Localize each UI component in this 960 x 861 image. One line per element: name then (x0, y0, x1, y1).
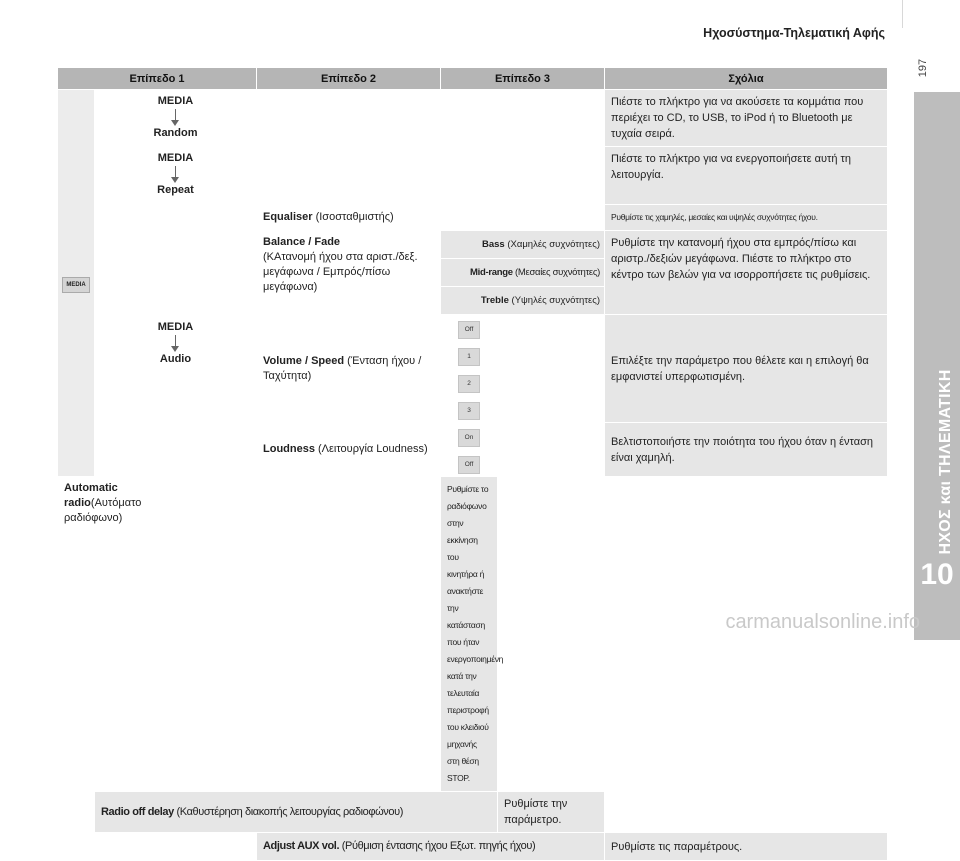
arrow-down-icon (175, 166, 176, 178)
watermark: carmanualsonline.info (725, 611, 920, 633)
comment-radio-off-delay: Ρυθμίστε την παράμετρο. (498, 792, 605, 833)
header-level-2: Επίπεδο 2 (257, 68, 441, 90)
level3-treble: Treble (Υψηλές συχνότητες) (441, 287, 605, 315)
arrow-down-icon (175, 335, 176, 347)
level3-bass: Bass (Χαμηλές συχνότητες) (441, 231, 605, 259)
page-header-title: Ηχοσύστημα-Τηλεματική Αφής (703, 26, 885, 40)
level2-loudness: Loudness (Λειτουργία Loudness) (257, 423, 441, 477)
table-row (58, 833, 888, 861)
settings-table (57, 67, 888, 861)
level2-radio-off-delay: Radio off delay (Καθυστέρηση διακοπής λειτουργίας ραδιοφώνου) (95, 792, 498, 833)
comment-balance: Ρυθμίστε την κατανομή ήχου στα εμπρός/πίσω και αριστρ./δεξιών μεγάφωνα. Πιέστε το πλήκτρο στο κέντρο των βελών για να ισορροπήσετε τις ρυθμίσεις. (605, 231, 888, 315)
level2-adjust-aux: Adjust AUX vol. (Ρύθμιση έντασης ήχου Εξωτ. πηγής ήχου) (257, 833, 605, 861)
level1-repeat: MEDIA Repeat (95, 147, 257, 205)
level1-audio: MEDIA Audio (95, 205, 257, 477)
header-comments: Σχόλια (605, 68, 888, 90)
level2-automatic-radio: Automatic radio(Αυτόματο ραδιόφωνο) (58, 477, 95, 792)
volume-option-3[interactable]: 3 (458, 402, 480, 420)
media-button-icon: MEDIA (62, 277, 89, 293)
chapter-side-label: ΗΧΟΣ και ΤΗΛΕΜΑΤΙΚΗ (937, 369, 954, 555)
table-row (58, 147, 888, 205)
level3-mid-range: Mid-range (Μεσαίες συχνότητες) (441, 259, 605, 287)
comment-equaliser: Ρυθμίστε τις χαμηλές, μεσαίες και υψηλές συχνότητες ήχου. (605, 205, 888, 231)
comment-repeat: Πιέστε το πλήκτρο για να ενεργοποιήσετε αυτή τη λειτουργία. (605, 147, 888, 205)
header-level-1: Επίπεδο 1 (58, 68, 257, 90)
table-header-row (58, 68, 888, 90)
header-divider (902, 0, 903, 28)
volume-option-off[interactable]: Off (458, 321, 480, 339)
page-number: 197 (917, 58, 929, 78)
volume-option-1[interactable]: 1 (458, 348, 480, 366)
level1-random: MEDIA Random (95, 90, 257, 147)
loudness-option-on[interactable]: On (458, 429, 480, 447)
table-row (58, 477, 888, 792)
comment-loudness: Βελτιστοποιήστε την ποιότητα του ήχου όταν η ένταση είναι χαμηλή. (605, 423, 888, 477)
media-level-cell (58, 90, 95, 477)
comment-automatic-radio: Ρυθμίστε το ραδιόφωνο στην εκκίνηση του κινητήρα ή ανακτήστε την κατάσταση που ήταν ενεργοποιημένη κατά την τελευταία περιστροφή του κλειδιού μηχανής στη θέση STOP. (441, 477, 498, 792)
level2-balance: Balance / Fade (ΚΑτανομή ήχου στα αριστ./δεξ. μεγάφωνα / Εμπρός/πίσω μεγάφωνα) (257, 231, 441, 315)
volume-option-2[interactable]: 2 (458, 375, 480, 393)
chapter-number: 10 (920, 558, 954, 591)
level2-volume: Volume / Speed (Ένταση ήχου / Ταχύτητα) (257, 315, 441, 423)
table-row (58, 90, 888, 147)
comment-adjust-aux: Ρυθμίστε τις παραμέτρους. (605, 833, 888, 861)
loudness-option-off[interactable]: Off (458, 456, 480, 474)
header-level-3: Επίπεδο 3 (441, 68, 605, 90)
table-row (58, 792, 888, 833)
comment-volume: Επιλέξτε την παράμετρο που θέλετε και η επιλογή θα εμφανιστεί υπερφωτισμένη. (605, 315, 888, 423)
level2-equaliser: Equaliser (Ισοσταθμιστής) (257, 205, 441, 231)
table-row (58, 205, 888, 231)
arrow-down-icon (175, 109, 176, 121)
comment-random: Πιέστε το πλήκτρο για να ακούσετε τα κομμάτια που περιέχει το CD, το USB, το iPod ή το Bluetooth με τυχαία σειρά. (605, 90, 888, 147)
